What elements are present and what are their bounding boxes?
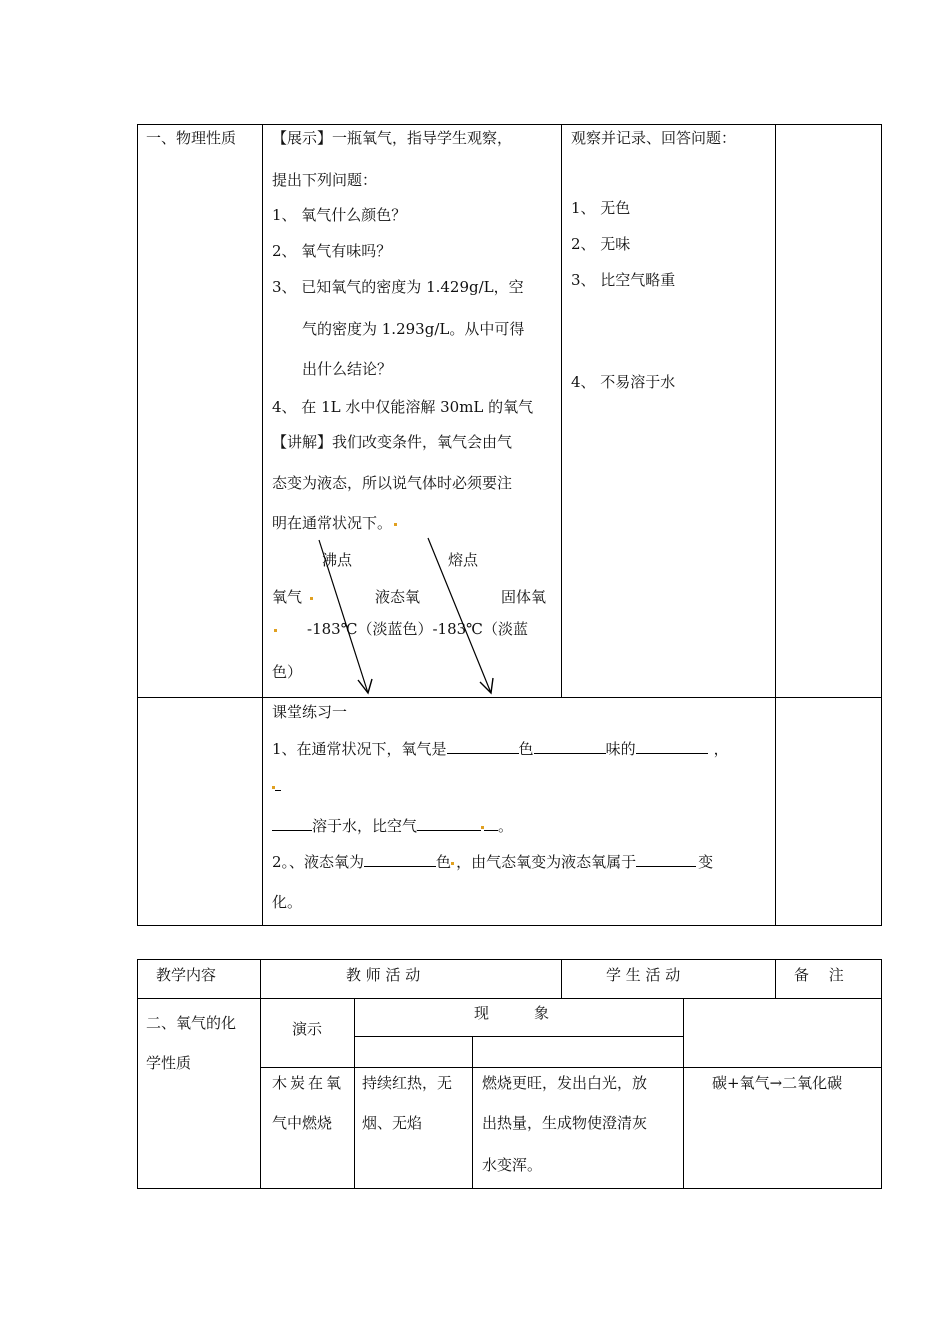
teacher-line: 【展示】一瓶氧气，指导学生观察， (272, 129, 513, 147)
student-line: 观察并记录、回答问题： (571, 129, 737, 147)
teacher-line: 【讲解】我们改变条件，氧气会由气 (272, 433, 513, 451)
sub-phenomenon: 现 象 (474, 1004, 550, 1022)
student-line: 1、 无色 (571, 199, 631, 217)
table2-border-right (881, 959, 882, 1189)
state-gas: 氧气 (272, 587, 315, 607)
table1-border-bottom (137, 925, 882, 926)
header-student: 学 生 活 动 (606, 966, 681, 984)
table1-border-top (137, 124, 882, 125)
label-boiling-point: 沸点 (322, 551, 353, 569)
student-line: 2、 无味 (571, 235, 631, 253)
table2-inner-divider-a (354, 998, 355, 1189)
arrow-boiling (319, 540, 368, 693)
section-title-chemical: 二、氧气的化 学性质 (146, 1014, 237, 1072)
teacher-line: 2、 氧气有味吗？ (272, 242, 392, 260)
temperature-line-end: 色） (272, 663, 303, 681)
teacher-line: 气的密度为 1.293g/L。从中可得 (302, 320, 525, 338)
table2-border-top (137, 959, 882, 960)
table2-col-divider-3 (775, 959, 776, 999)
exercise-title: 课堂练习一 (272, 703, 348, 721)
table2-border-bottom (137, 1188, 882, 1189)
table2-border-left (137, 959, 138, 1189)
table2-inner-divider-b (472, 1036, 473, 1189)
temperature-line: -183℃（淡蓝色）-183℃（淡蓝 (272, 619, 528, 639)
teacher-line: 3、 已知氧气的密度为 1.429g/L，空 (272, 278, 524, 296)
state-change-arrows (262, 530, 562, 700)
teacher-line: 明在通常状况下。 (272, 513, 399, 533)
phenomenon-2: 水变浑。 (482, 1156, 543, 1174)
teacher-line: 出什么结论？ (302, 360, 393, 378)
section-title-physical: 一、物理性质 (146, 129, 237, 147)
demo-item: 气中燃烧 (272, 1114, 333, 1132)
table1-col-divider-3 (775, 124, 776, 926)
table1-border-left (137, 124, 138, 926)
table2-col-divider-2 (561, 959, 562, 999)
label-melting-point: 熔点 (448, 551, 479, 569)
teacher-line: 态变为液态，所以说气体时必须要注 (272, 474, 513, 492)
exercise-q1: 1、在通常状况下，氧气是 色 味的 ， (272, 740, 729, 758)
arrow-melting (428, 538, 491, 693)
header-content: 教学内容 (156, 966, 217, 984)
state-liquid: 液态氧 (375, 588, 421, 606)
table2-inner-divider-c (683, 998, 684, 1189)
phenomenon-2: 出热量，生成物使澄清灰 (482, 1114, 648, 1132)
arrowhead-melting (480, 678, 493, 693)
phenomenon-1: 烟、无焰 (362, 1114, 423, 1132)
phenomenon-1: 持续红热，无 (362, 1074, 453, 1092)
header-notes: 备 注 (794, 966, 844, 984)
exercise-q2: 2。、液态氧为 色 ，由气态氧变为液态氧属于 变 (272, 853, 714, 871)
student-line: 4、 不易溶于水 (571, 373, 676, 391)
table2-sub-divider-1 (354, 1036, 684, 1037)
header-teacher: 教 师 活 动 (346, 966, 421, 984)
demo-item: 木炭在氧 (272, 1074, 345, 1092)
sub-demo: 演示 (292, 1020, 323, 1038)
word-equation: 碳+氧气→二氧化碳 (712, 1074, 843, 1092)
exercise-q1-cont: 溶于水，比空气 。 (272, 815, 513, 836)
student-line: 3、 比空气略重 (571, 271, 676, 289)
table1-border-right (881, 124, 882, 926)
arrowhead-boiling (358, 679, 372, 693)
exercise-q1-mark (272, 775, 281, 796)
teacher-line: 1、 氧气什么颜色？ (272, 206, 407, 224)
table1-col-divider-1 (262, 124, 263, 926)
teacher-line: 提出下列问题： (272, 171, 378, 189)
teacher-line: 4、 在 1L 水中仅能溶解 30mL 的氧气 (272, 398, 534, 416)
table2-header-divider (137, 998, 882, 999)
phenomenon-2: 燃烧更旺，发出白光，放 (482, 1074, 648, 1092)
table2-col-divider-1 (260, 959, 261, 1189)
state-solid: 固体氧 (501, 588, 547, 606)
exercise-q2-end: 化。 (272, 893, 303, 911)
